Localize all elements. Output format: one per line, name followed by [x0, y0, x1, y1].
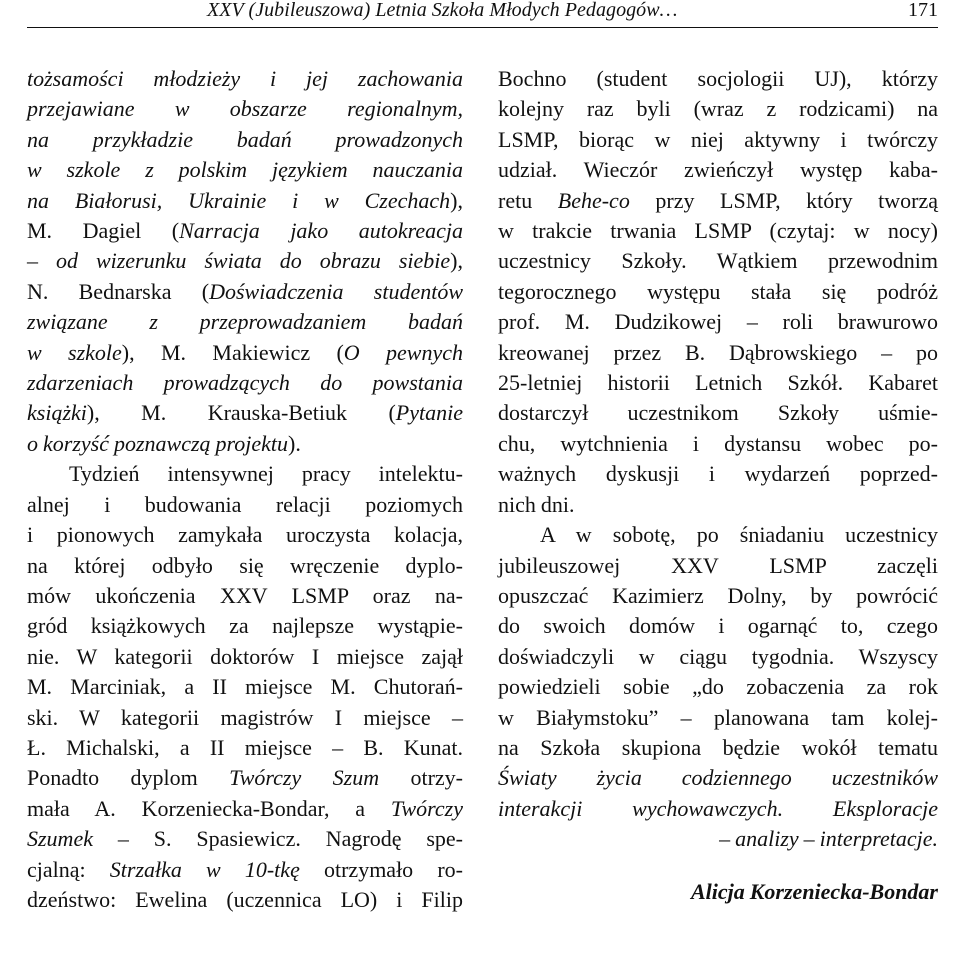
text-segment: Tydzień intensywnej pracy intelektu-	[69, 461, 463, 487]
text-segment: do swoich domów i ogarnąć to, czego	[498, 613, 938, 639]
text-line	[498, 338, 938, 368]
text-line	[27, 581, 463, 611]
italic-text-segment: O pewnych	[343, 339, 463, 365]
text-segment: ),	[450, 248, 463, 274]
text-segment: nie. W kategorii doktorów I miejsce zajął	[27, 643, 463, 669]
text-line	[498, 520, 938, 550]
text-line	[27, 490, 463, 520]
page-number: 171	[908, 0, 938, 21]
italic-text-segment: interakcji wychowawczych. Eksploracje	[498, 795, 938, 821]
italic-text-segment: Narracja jako autokreacja	[179, 218, 463, 244]
italic-text-segment: Doświadczenia studentów	[209, 278, 463, 304]
italic-text-segment: Twórczy	[390, 795, 463, 821]
text-segment: otrzymało ro-	[299, 856, 463, 882]
text-line	[27, 216, 463, 246]
italic-text-segment: zdarzeniach prowadzących do powstania	[27, 370, 463, 396]
text-segment: przy LSMP, który tworzą	[629, 187, 938, 213]
text-line	[498, 277, 938, 307]
text-segment: ).	[288, 430, 301, 456]
text-segment: A w sobotę, po śniadaniu uczestnicy	[540, 522, 938, 548]
italic-text-segment: przejawiane w obszarze regionalnym,	[27, 96, 463, 122]
text-segment: ), M. Krauska-Betiuk (	[86, 400, 396, 426]
text-line	[27, 885, 463, 915]
text-segment: ), M. Makiewicz (	[121, 339, 344, 365]
text-line	[498, 186, 938, 216]
text-line	[498, 611, 938, 641]
right-text-column	[498, 64, 938, 907]
text-line	[498, 672, 938, 702]
text-line	[27, 246, 463, 276]
text-line	[498, 64, 938, 94]
text-segment: kolejny raz byli (wraz z rodzicami) na	[498, 96, 938, 122]
text-segment: kreowanej przez B. Dąbrowskiego – po	[498, 339, 938, 365]
text-segment: i pionowych zamykała uroczysta kolacja,	[27, 522, 463, 548]
text-line	[27, 368, 463, 398]
text-line	[498, 642, 938, 672]
text-line	[27, 64, 463, 94]
text-segment: ski. W kategorii magistrów I miejsce –	[27, 704, 463, 730]
text-segment: opuszczać Kazimierz Dolny, by powrócić	[498, 582, 938, 608]
text-segment: tegorocznego występu stała się podróż	[498, 278, 938, 304]
text-segment: na Szkoła skupiona będzie wokół tematu	[498, 734, 938, 760]
text-segment: chu, wytchnienia i dystansu wobec po-	[498, 430, 938, 456]
text-line	[498, 125, 938, 155]
text-segment: M. Dagiel (	[27, 218, 180, 244]
italic-text-segment: w szkole	[27, 339, 122, 365]
text-segment: na której odbyło się wręczenie dyplo-	[27, 552, 463, 578]
text-line	[498, 398, 938, 428]
text-segment: LSMP, biorąc w niej aktywny i twórczy	[498, 126, 938, 152]
text-line	[27, 703, 463, 733]
text-segment: jubileuszowej XXV LSMP zaczęli	[498, 552, 938, 578]
text-line	[27, 398, 463, 428]
text-line	[27, 338, 463, 368]
text-segment: nich dni.	[498, 491, 575, 517]
text-segment: – S. Spasiewicz. Nagrodę spe-	[92, 826, 463, 852]
text-segment: doświadczyli w ciągu tygodnia. Wszyscy	[498, 643, 938, 669]
text-segment: w Białymstoku” – planowana tam kolej-	[498, 704, 938, 730]
text-line	[27, 763, 463, 793]
italic-text-segment: w szkole z polskim językiem nauczania	[27, 157, 463, 183]
text-line	[498, 429, 938, 459]
text-line	[27, 429, 463, 459]
text-line	[498, 368, 938, 398]
text-line	[27, 459, 463, 489]
author-signature: Alicja Korzeniecka-Bondar	[690, 878, 938, 904]
text-segment: Ł. Michalski, a II miejsce – B. Kunat.	[27, 734, 463, 760]
italic-text-segment: związane z przeprowadzaniem badań	[27, 309, 463, 335]
italic-text-segment: Strzałka w 10-tkę	[109, 856, 300, 882]
text-segment: uczestnicy Szkoły. Wątkiem przewodnim	[498, 248, 938, 274]
text-segment: Bochno (student socjologii UJ), którzy	[498, 66, 938, 91]
text-line	[498, 490, 938, 520]
text-segment: gród książkowych za najlepsze wystąpie-	[27, 613, 463, 639]
italic-text-segment: – od wizerunku świata do obrazu siebie	[27, 248, 451, 274]
text-segment: dzeństwo: Ewelina (uczennica LO) i Filip	[27, 886, 463, 912]
text-segment: prof. M. Dudzikowej – roli brawurowo	[498, 309, 938, 335]
text-segment: dostarczył uczestnikom Szkoły uśmie-	[498, 400, 938, 426]
text-line	[498, 307, 938, 337]
text-line	[498, 246, 938, 276]
text-segment: ważnych dyskusji i wydarzeń poprzed-	[498, 461, 938, 487]
text-line	[27, 277, 463, 307]
text-line	[27, 672, 463, 702]
text-segment: 25-letniej historii Letnich Szkół. Kabaret	[498, 370, 938, 396]
text-segment: M. Marciniak, a II miejsce M. Chutorań-	[27, 674, 463, 700]
text-segment: cjalną:	[27, 856, 110, 882]
text-line	[498, 703, 938, 733]
text-line	[27, 307, 463, 337]
italic-text-segment: na Białorusi, Ukrainie i w Czechach	[27, 187, 451, 213]
text-line	[27, 520, 463, 550]
italic-text-segment: o korzyść poznawczą projektu	[27, 430, 289, 456]
italic-text-segment: Twórczy Szum	[229, 765, 380, 791]
text-segment: udział. Wieczór zwieńczył występ kaba-	[498, 157, 938, 183]
text-line	[498, 794, 938, 824]
italic-text-segment: książki	[27, 400, 87, 426]
italic-text-segment: tożsamości młodzieży i jej zachowania	[27, 66, 463, 91]
text-line	[498, 581, 938, 611]
running-header-title: XXV (Jubileuszowa) Letnia Szkoła Młodych Pedagogów…	[207, 0, 678, 21]
text-line	[27, 94, 463, 124]
text-segment: alnej i budowania relacji poziomych	[27, 491, 463, 517]
text-line	[27, 733, 463, 763]
italic-text-segment: Behe-co	[557, 187, 630, 213]
text-segment: w trakcie trwania LSMP (czytaj: w nocy)	[498, 218, 938, 244]
text-line	[27, 125, 463, 155]
text-segment: mów ukończenia XXV LSMP oraz na-	[27, 582, 463, 608]
text-segment: retu	[498, 187, 558, 213]
left-text-column	[27, 64, 463, 915]
italic-text-segment: na przykładzie badań prowadzonych	[27, 126, 463, 152]
text-line	[27, 824, 463, 854]
text-line	[498, 216, 938, 246]
text-segment: mała A. Korzeniecka-Bondar, a	[27, 795, 391, 821]
text-segment: powiedzieli sobie „do zobaczenia za rok	[498, 674, 938, 700]
text-line	[498, 459, 938, 489]
text-line	[27, 642, 463, 672]
text-line	[498, 94, 938, 124]
text-segment: otrzy-	[379, 765, 463, 791]
italic-text-segment: Pytanie	[395, 400, 463, 426]
header-rule	[27, 27, 938, 28]
text-line	[498, 733, 938, 763]
text-line	[27, 611, 463, 641]
text-line	[498, 824, 938, 854]
text-line	[498, 763, 938, 793]
text-line	[498, 155, 938, 185]
text-line	[27, 551, 463, 581]
text-segment: N. Bednarska (	[27, 278, 210, 304]
text-segment: ),	[450, 187, 463, 213]
text-line	[27, 186, 463, 216]
text-line	[498, 551, 938, 581]
text-line	[27, 794, 463, 824]
italic-text-segment: Szumek	[27, 826, 93, 852]
running-header	[27, 0, 938, 28]
italic-text-segment: – analizy – interpretacje.	[719, 826, 938, 852]
text-segment: Ponadto dyplom	[27, 765, 230, 791]
text-line	[27, 855, 463, 885]
text-line	[27, 155, 463, 185]
italic-text-segment: Światy życia codziennego uczestników	[498, 765, 938, 791]
